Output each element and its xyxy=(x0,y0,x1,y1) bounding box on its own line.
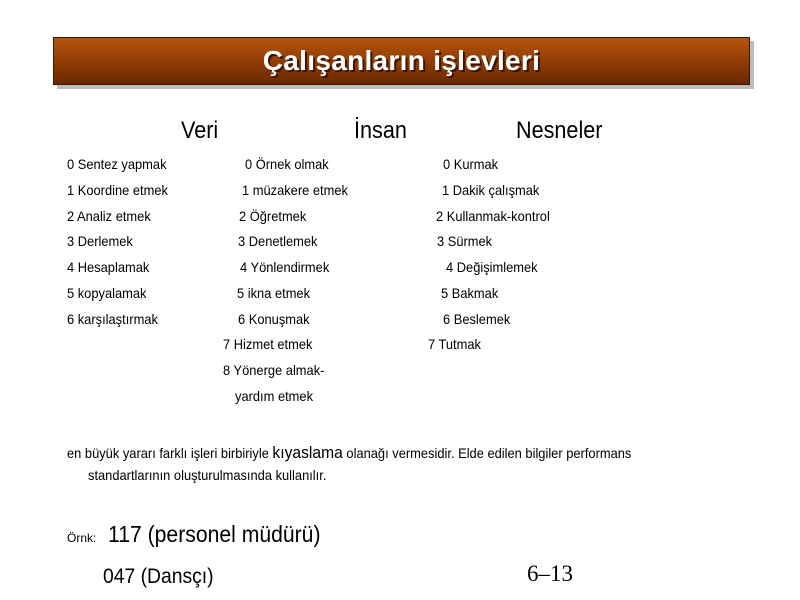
insan-item: yardım etmek xyxy=(235,388,314,404)
paragraph-text-after: olanağı vermesidir. Elde edilen bilgiler performans xyxy=(342,445,632,461)
insan-item: 6 Konuşmak xyxy=(238,311,310,327)
insan-item: 4 Yönlendirmek xyxy=(240,259,330,275)
example-line-2: 047 (Dansçı) xyxy=(103,565,214,588)
example-label: Örnk: xyxy=(67,531,97,545)
paragraph-line-2: standartlarının oluşturulmasında kullanılır. xyxy=(88,467,327,483)
insan-item: 3 Denetlemek xyxy=(238,233,318,249)
nesneler-item: 5 Bakmak xyxy=(441,285,499,301)
insan-item: 7 Hizmet etmek xyxy=(223,336,313,352)
title-bar xyxy=(53,37,750,85)
nesneler-item: 0 Kurmak xyxy=(443,156,499,172)
column-header-insan: İnsan xyxy=(354,117,407,144)
paragraph-text-before: en büyük yararı farklı işleri birbiriyle xyxy=(67,445,273,461)
nesneler-item: 6 Beslemek xyxy=(443,311,511,327)
insan-item: 2 Öğretmek xyxy=(239,208,307,224)
veri-item: 2 Analiz etmek xyxy=(67,208,151,224)
insan-item: 5 ikna etmek xyxy=(237,285,311,301)
nesneler-item: 1 Dakik çalışmak xyxy=(442,182,540,198)
veri-item: 0 Sentez yapmak xyxy=(67,156,167,172)
insan-item: 1 müzakere etmek xyxy=(242,182,348,198)
veri-item: 3 Derlemek xyxy=(67,233,133,249)
description-paragraph xyxy=(67,443,631,463)
column-header-veri: Veri xyxy=(181,117,219,144)
column-header-nesneler: Nesneler xyxy=(516,117,603,144)
insan-item: 0 Örnek olmak xyxy=(245,156,329,172)
page-number: 6–13 xyxy=(527,561,573,586)
veri-item: 4 Hesaplamak xyxy=(67,259,150,275)
insan-item: 8 Yönerge almak- xyxy=(223,362,325,378)
nesneler-item: 7 Tutmak xyxy=(428,336,481,352)
example-line-1: 117 (personel müdürü) xyxy=(108,521,321,547)
nesneler-item: 2 Kullanmak-kontrol xyxy=(436,208,550,224)
paragraph-emphasis: kıyaslama xyxy=(272,443,343,462)
nesneler-item: 4 Değişimlemek xyxy=(446,259,538,275)
veri-item: 5 kopyalamak xyxy=(67,285,147,301)
nesneler-item: 3 Sürmek xyxy=(437,233,493,249)
veri-item: 6 karşılaştırmak xyxy=(67,311,158,327)
slide-title: Çalışanların işlevleri xyxy=(262,45,541,76)
veri-item: 1 Koordine etmek xyxy=(67,182,168,198)
